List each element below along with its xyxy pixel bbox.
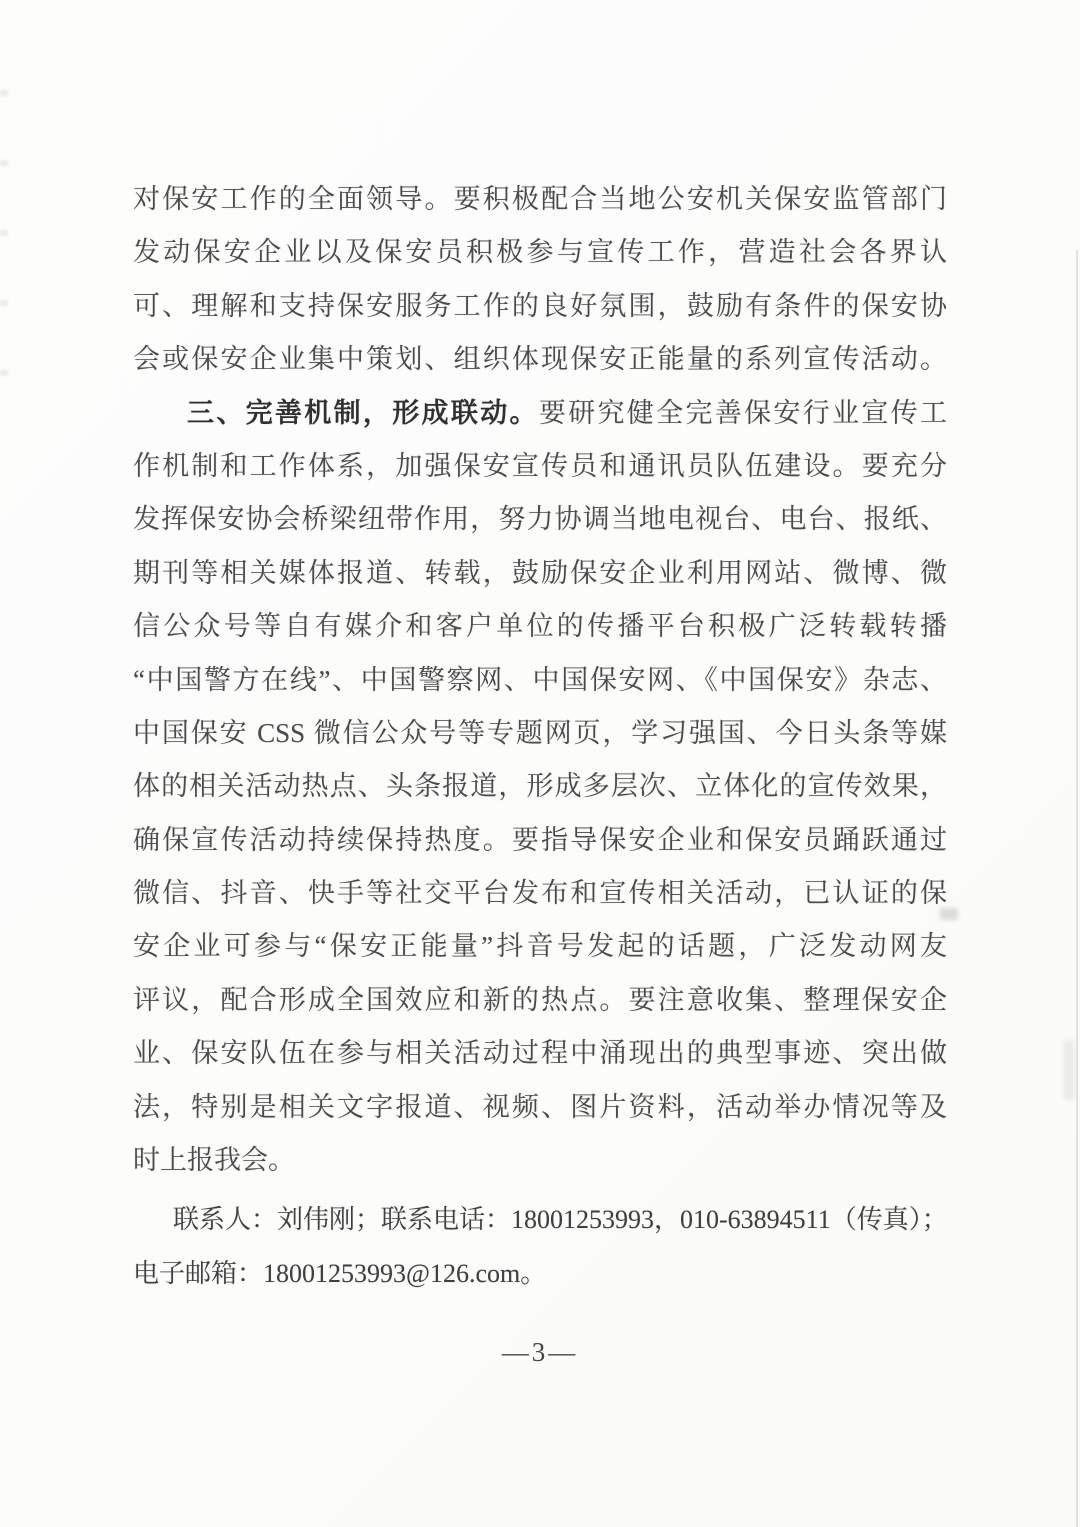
scan-artifact-right-streak: [1064, 1040, 1074, 1100]
text-line: 作机制和工作体系，加强保安宣传员和通讯员队伍建设。要充分: [133, 450, 947, 481]
page-number: —3—: [501, 1337, 579, 1367]
section-three-heading: 三、完善机制，形成联动。: [187, 397, 539, 428]
text-line: 对保安工作的全面领导。要积极配合当地公安机关保安监管部门: [133, 184, 947, 214]
contact-info: [133, 1193, 947, 1300]
contact-line-2: 电子邮箱：18001253993@126.com。: [133, 1258, 547, 1288]
text-line: 中国保安 CSS 微信公众号等专题网页，学习强国、今日头条等媒: [133, 717, 947, 748]
document-body: [133, 173, 947, 1300]
text-line: 期刊等相关媒体报道、转载，鼓励保安企业利用网站、微博、微: [133, 557, 947, 588]
text-line: “中国警方在线”、中国警察网、中国保安网、《中国保安》杂志、: [133, 664, 947, 695]
text-line: 确保宣传活动持续保持热度。要指导保安企业和保安员踊跃通过: [133, 824, 947, 855]
text-line: 评议，配合形成全国效应和新的热点。要注意收集、整理保安企: [133, 984, 947, 1015]
text-line: 会或保安企业集中策划、组织体现保安正能量的系列宣传活动。: [133, 344, 947, 375]
contact-line-1: 联系人：刘伟刚；联系电话：18001253993，010-63894511（传真）；: [173, 1205, 948, 1235]
section-three-heading-tail: 要研究健全完善保安行业宣传工: [538, 397, 948, 428]
text-line: 安企业可参与“保安正能量”抖音号发起的话题，广泛发动网友: [133, 931, 947, 962]
section-three-heading-line: [133, 387, 947, 440]
text-line: 发动保安企业以及保安员积极参与宣传工作，营造社会各界认: [133, 237, 947, 268]
text-line: 体的相关活动热点、头条报道，形成多层次、立体化的宣传效果，: [133, 771, 947, 802]
text-line: 微信、抖音、快手等社交平台发布和宣传相关活动，已认证的保: [133, 878, 947, 909]
scan-artifact-left-edge: [0, 90, 8, 410]
text-line: 信公众号等自有媒介和客户单位的传播平台积极广泛转载转播: [133, 611, 947, 642]
section-three-last-line: 时上报我会。: [133, 1145, 295, 1176]
section-three-paragraph: [133, 387, 947, 1188]
section-three-lines: [133, 440, 947, 1134]
scan-artifact-right-edge-line: [1076, 250, 1078, 1527]
paragraph-continuation: [133, 173, 947, 387]
text-line: 法，特别是相关文字报道、视频、图片资料，活动举办情况等及: [133, 1091, 947, 1122]
text-line: 业、保安队伍在参与相关活动过程中涌现出的典型事迹、突出做: [133, 1038, 947, 1069]
text-line: 发挥保安协会桥梁纽带作用，努力协调当地电视台、电台、报纸、: [133, 504, 947, 535]
text-line: 可、理解和支持保安服务工作的良好氛围，鼓励有条件的保安协: [133, 290, 947, 321]
